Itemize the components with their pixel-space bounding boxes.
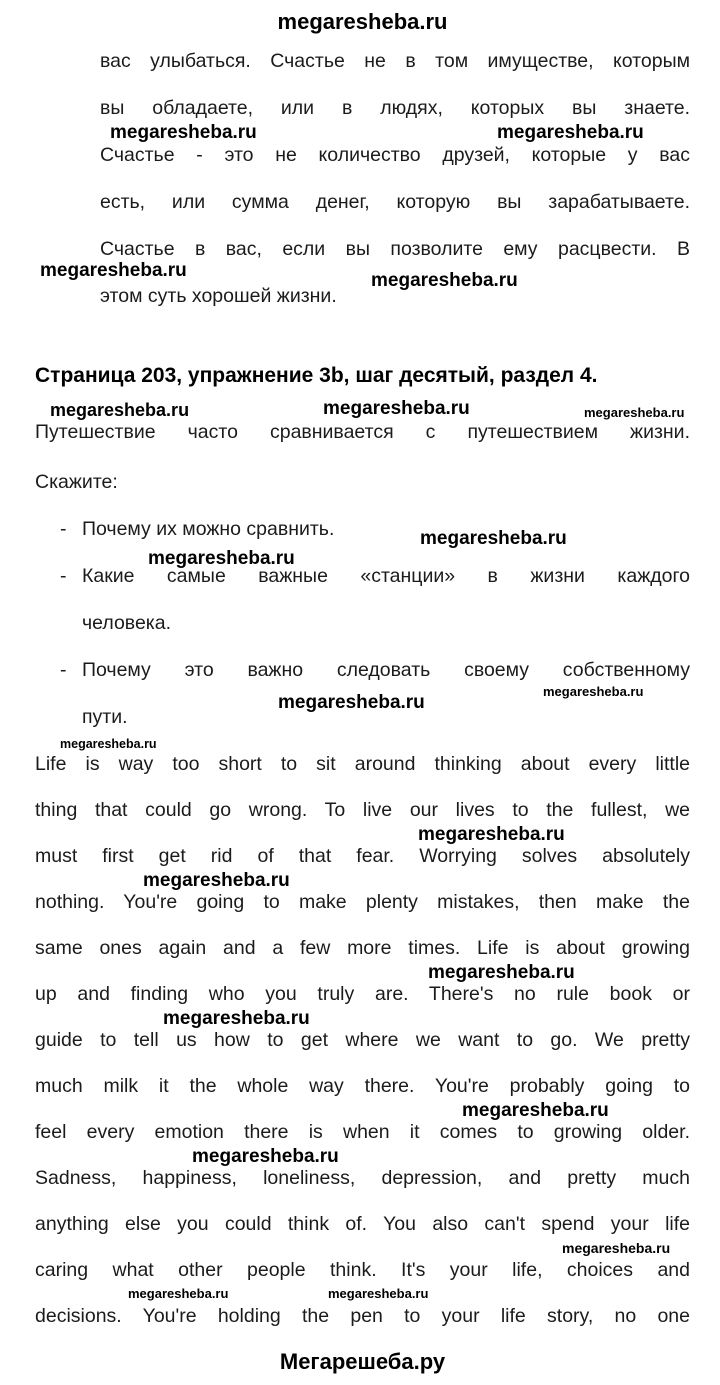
text-line: Life is way too short to sit around thinking about every little (35, 753, 690, 775)
text-line: must first get rid of that fear. Worrying solves absolutely (35, 845, 690, 867)
watermark: megaresheba.ru (462, 1100, 609, 1121)
text-line: same ones again and a few more times. Life is about growing (35, 937, 690, 959)
text-line: Почему это важно следовать своему собственному (82, 659, 690, 681)
text-line: пути. (82, 706, 128, 728)
text-line: есть, или сумма денег, которую вы зарабатываете. (100, 191, 690, 213)
watermark: megaresheba.ru (192, 1146, 339, 1167)
text-line: человека. (82, 612, 172, 634)
text-line: вас улыбаться. Счастье не в том имуществе, которым (100, 50, 690, 72)
watermark: megaresheba.ru (163, 1008, 310, 1029)
watermark: megaresheba.ru (428, 962, 575, 983)
text-line: anything else you could think of. You also can't spend your life (35, 1213, 690, 1235)
watermark: megaresheba.ru (40, 260, 187, 281)
text-line: thing that could go wrong. To live our lives to the fullest, we (35, 799, 690, 821)
text-line: feel every emotion there is when it comes to growing older. (35, 1121, 690, 1143)
text-line: Счастье - это не количество друзей, которые у вас (100, 144, 690, 166)
watermark: megaresheba.ru (50, 400, 190, 420)
watermark: megaresheba.ru (143, 870, 290, 891)
text-line: Почему их можно сравнить. (82, 518, 335, 540)
list-dash: - (60, 659, 67, 681)
watermark: megaresheba.ru (110, 122, 257, 143)
paragraph-journey: Путешествие часто сравнивается с путешествием жизни. (35, 421, 690, 443)
text-line: вы обладаете, или в людях, которых вы знаете. (100, 97, 690, 119)
text-line: nothing. You're going to make plenty mistakes, then make the (35, 891, 690, 913)
watermark: megaresheba.ru (128, 1286, 229, 1301)
list-dash: - (60, 518, 67, 540)
watermark: megaresheba.ru (584, 405, 685, 420)
text-line: Счастье в вас, если вы позволите ему расцвести. В (100, 238, 690, 260)
watermark: megaresheba.ru (543, 684, 644, 699)
watermark: megaresheba.ru (148, 548, 295, 569)
text-line: guide to tell us how to get where we want to go. We pretty (35, 1029, 690, 1051)
watermark: megaresheba.ru (323, 398, 470, 419)
watermark: megaresheba.ru (562, 1240, 671, 1256)
text-line: Какие самые важные «станции» в жизни каждого (82, 565, 690, 587)
text-line: much milk it the whole way there. You're probably going to (35, 1075, 690, 1097)
paragraph-say-label: Скажите: (35, 471, 118, 493)
watermark: megaresheba.ru (60, 737, 157, 751)
exercise-heading: Страница 203, упражнение 3b, шаг десятый, раздел 4. (35, 364, 598, 387)
text-line: caring what other people think. It's your life, choices and (35, 1259, 690, 1281)
list-item (35, 506, 690, 553)
list-dash: - (60, 565, 67, 587)
watermark: megaresheba.ru (328, 1286, 429, 1301)
list-item (35, 553, 690, 647)
text-line: этом суть хорошей жизни. (100, 285, 337, 307)
text-line: up and finding who you truly are. There's no rule book or (35, 983, 690, 1005)
text-line: Sadness, happiness, loneliness, depression, and pretty much (35, 1167, 690, 1189)
watermark: megaresheba.ru (278, 692, 425, 713)
watermark: megaresheba.ru (371, 270, 518, 291)
watermark: megaresheba.ru (418, 824, 565, 845)
watermark: megaresheba.ru (420, 528, 567, 549)
site-header-watermark: megaresheba.ru (277, 9, 448, 34)
watermark: megaresheba.ru (497, 122, 644, 143)
site-footer-watermark: Мегарешеба.ру (279, 1349, 446, 1374)
text-line: decisions. You're holding the pen to your life story, no one (35, 1305, 690, 1327)
